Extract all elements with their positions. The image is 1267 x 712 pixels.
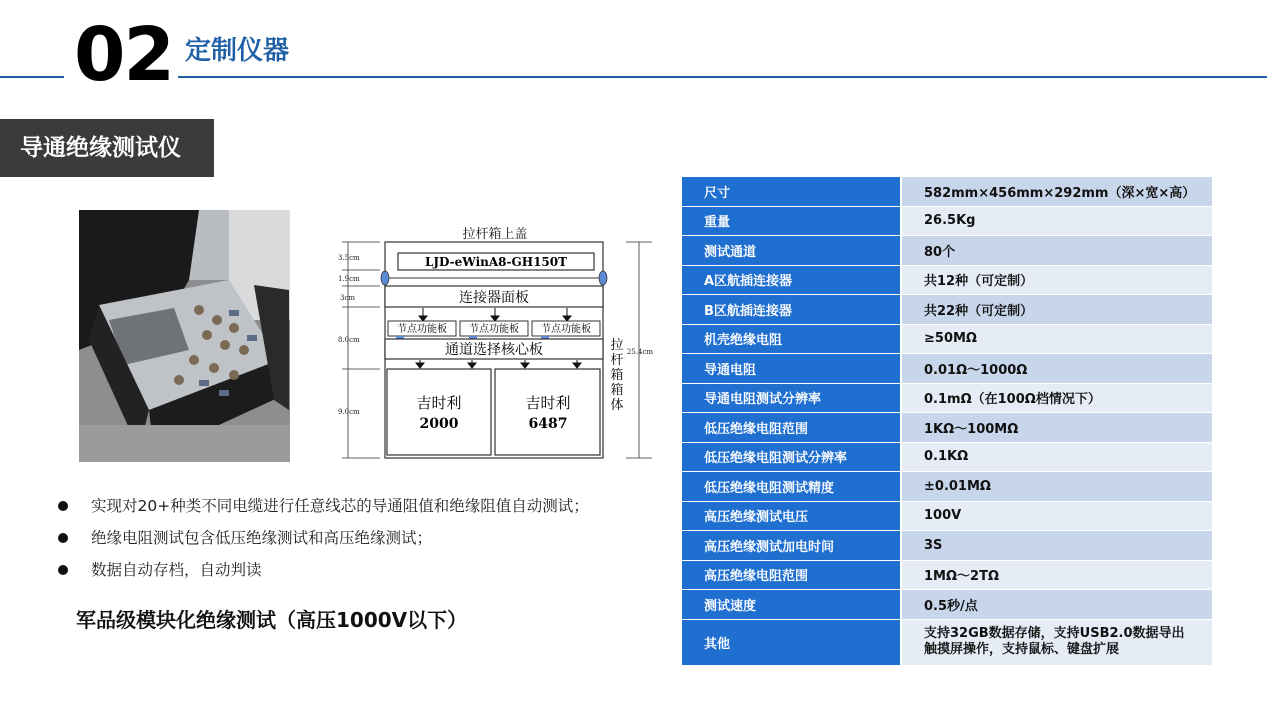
spec-value: 1KΩ～100MΩ bbox=[902, 413, 1212, 443]
spec-row bbox=[682, 620, 1212, 666]
spec-key: 测试速度 bbox=[682, 590, 902, 620]
instrument-case-illustration bbox=[79, 210, 290, 462]
spec-key: B区航插连接器 bbox=[682, 295, 902, 325]
spec-row bbox=[682, 561, 1212, 591]
side-label-char: 箱 bbox=[610, 383, 624, 398]
spec-key: 导通电阻测试分辨率 bbox=[682, 384, 902, 414]
feature-list bbox=[58, 490, 589, 586]
feature-text: 绝缘电阻测试包含低压绝缘测试和高压绝缘测试； bbox=[91, 529, 433, 547]
spec-value: 0.01Ω～1000Ω bbox=[902, 354, 1212, 384]
spec-value: 0.1KΩ bbox=[902, 443, 1212, 473]
core-board-label: 通道选择核心板 bbox=[445, 342, 543, 358]
feature-item bbox=[58, 490, 589, 522]
model-label: LJD-eWinA8-GH150T bbox=[424, 255, 568, 269]
spec-key: A区航插连接器 bbox=[682, 266, 902, 296]
bottom-title: 军品级模块化绝缘测试（高压1000V以下） bbox=[76, 608, 468, 632]
spec-value: 3S bbox=[902, 531, 1212, 561]
spec-row bbox=[682, 384, 1212, 414]
spec-value: ≥50MΩ bbox=[902, 325, 1212, 355]
spec-row bbox=[682, 236, 1212, 266]
dim-label: 9.0cm bbox=[338, 408, 360, 416]
feature-text: 数据自动存档，自动判读 bbox=[91, 561, 262, 579]
module-right-model: 6487 bbox=[528, 416, 568, 432]
dim-label: 3.5cm bbox=[338, 254, 360, 262]
spec-key: 重量 bbox=[682, 207, 902, 237]
spec-key: 低压绝缘电阻测试分辨率 bbox=[682, 443, 902, 473]
feature-item bbox=[58, 522, 589, 554]
spec-key: 低压绝缘电阻范围 bbox=[682, 413, 902, 443]
node-board-2-label: 节点功能板 bbox=[469, 324, 519, 335]
spec-value-line: 支持32GB数据存储，支持USB2.0数据导出 bbox=[924, 626, 1185, 641]
feature-item bbox=[58, 554, 589, 586]
bullet-icon bbox=[58, 501, 68, 511]
spec-key: 高压绝缘测试电压 bbox=[682, 502, 902, 532]
dim-label: 3cm bbox=[340, 294, 356, 302]
module-right-brand: 吉时利 bbox=[525, 394, 571, 412]
diagram-top-label: 拉杆箱上盖 bbox=[462, 227, 528, 242]
spec-key: 低压绝缘电阻测试精度 bbox=[682, 472, 902, 502]
total-height-label: 25.4cm bbox=[626, 348, 654, 356]
module-left-model: 2000 bbox=[419, 416, 459, 432]
spec-key: 机壳绝缘电阻 bbox=[682, 325, 902, 355]
spec-row bbox=[682, 325, 1212, 355]
spec-value: ±0.01MΩ bbox=[902, 472, 1212, 502]
spec-row bbox=[682, 590, 1212, 620]
dim-label: 1.9cm bbox=[338, 275, 360, 283]
section-number: 02 bbox=[74, 12, 173, 98]
bullet-icon bbox=[58, 565, 68, 575]
hinge-left bbox=[381, 271, 389, 285]
spec-value: 100V bbox=[902, 502, 1212, 532]
module-left bbox=[387, 369, 491, 455]
side-label-char: 体 bbox=[610, 398, 624, 413]
spec-row bbox=[682, 266, 1212, 296]
spec-row bbox=[682, 443, 1212, 473]
section-title: 定制仪器 bbox=[185, 36, 290, 66]
spec-row bbox=[682, 472, 1212, 502]
spec-row bbox=[682, 177, 1212, 207]
spec-row bbox=[682, 295, 1212, 325]
module-left-brand: 吉时利 bbox=[416, 394, 462, 412]
spec-value: 共22种（可定制） bbox=[902, 295, 1212, 325]
structure-diagram bbox=[330, 220, 660, 470]
spec-key: 尺寸 bbox=[682, 177, 902, 207]
product-photo bbox=[79, 210, 290, 462]
spec-value: 26.5Kg bbox=[902, 207, 1212, 237]
hinge-right bbox=[599, 271, 607, 285]
dim-label: 8.0cm bbox=[338, 336, 360, 344]
node-board-1-label: 节点功能板 bbox=[397, 324, 447, 335]
header-rule-right bbox=[178, 76, 1267, 78]
spec-row bbox=[682, 531, 1212, 561]
spec-value: 1MΩ～2TΩ bbox=[902, 561, 1212, 591]
spec-value: 582mm×456mm×292mm（深×宽×高） bbox=[902, 177, 1212, 207]
node-board-3-label: 节点功能板 bbox=[541, 324, 591, 335]
side-label-char: 拉 bbox=[610, 338, 624, 353]
spec-row bbox=[682, 413, 1212, 443]
spec-value: 0.5秒/点 bbox=[902, 590, 1212, 620]
spec-key: 测试通道 bbox=[682, 236, 902, 266]
product-tag: 导通绝缘测试仪 bbox=[0, 119, 214, 177]
spec-key: 高压绝缘电阻范围 bbox=[682, 561, 902, 591]
spec-table bbox=[682, 177, 1212, 666]
bullet-icon bbox=[58, 533, 68, 543]
connector-panel-label: 连接器面板 bbox=[459, 290, 529, 306]
side-label-char: 箱 bbox=[610, 368, 624, 383]
header-rule-left bbox=[0, 76, 64, 78]
side-label-char: 杆 bbox=[610, 353, 624, 368]
spec-key: 其他 bbox=[682, 620, 902, 666]
spec-row bbox=[682, 502, 1212, 532]
spec-value: 共12种（可定制） bbox=[902, 266, 1212, 296]
spec-key: 高压绝缘测试加电时间 bbox=[682, 531, 902, 561]
spec-value bbox=[902, 620, 1212, 666]
feature-text: 实现对20+种类不同电缆进行任意线芯的导通阻值和绝缘阻值自动测试； bbox=[91, 497, 589, 515]
spec-value: 0.1mΩ（在100Ω档情况下） bbox=[902, 384, 1212, 414]
spec-row bbox=[682, 354, 1212, 384]
module-right bbox=[495, 369, 600, 455]
spec-row bbox=[682, 207, 1212, 237]
spec-key: 导通电阻 bbox=[682, 354, 902, 384]
spec-value: 80个 bbox=[902, 236, 1212, 266]
spec-value-line: 触摸屏操作，支持鼠标、键盘扩展 bbox=[924, 642, 1120, 657]
